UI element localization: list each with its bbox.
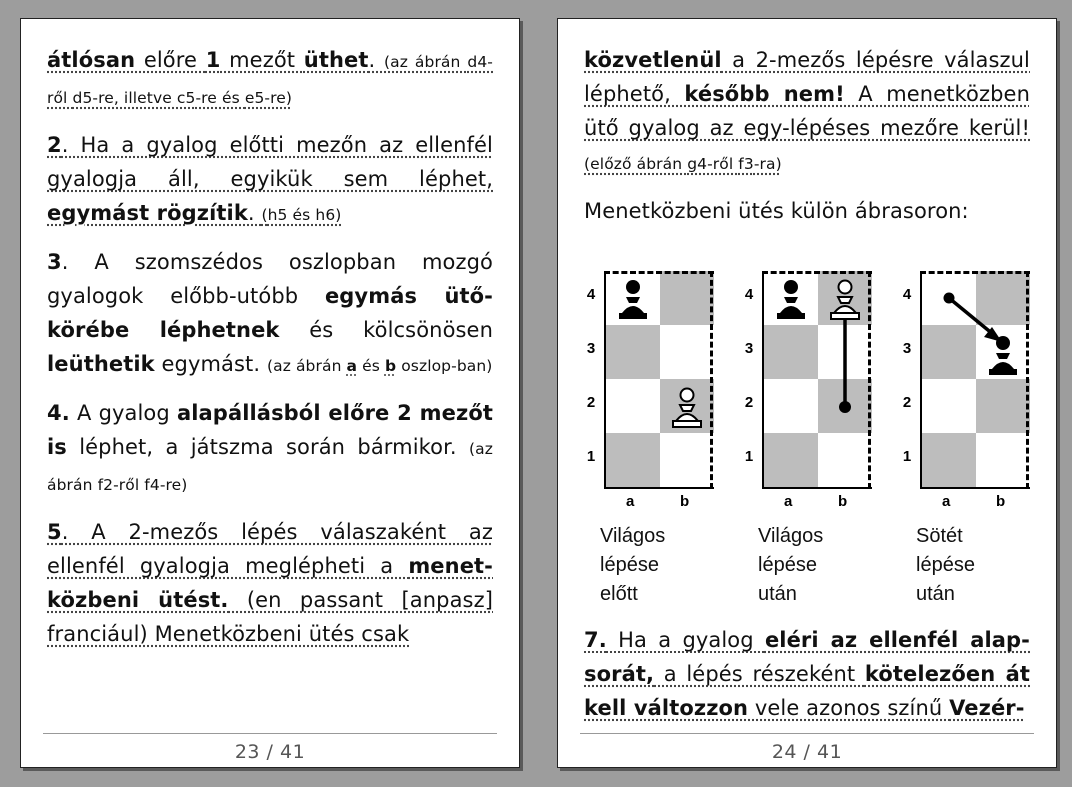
board	[604, 271, 714, 489]
black-pawn-icon	[976, 325, 1030, 379]
paragraph-6-cont: közvetlenül a 2-mezős lépésre válaszul léphető, később nem! A menetközben ütő gyalog az egy-lépéses mezőre kerül! (előző ábrán g4-ről f3-ra)	[584, 48, 1030, 173]
diagram-after-black: 4 3 2 1 a b Sötét lépése után	[898, 267, 1048, 607]
footer-divider	[580, 733, 1034, 734]
white-pawn-icon	[818, 271, 872, 325]
page-right	[557, 18, 1057, 768]
board	[762, 271, 872, 489]
page-right-content-bottom	[584, 623, 1030, 738]
paragraph-3: 3. A szomszédos oszlopban mozgó gyalogok előbb-utóbb egymás ütő-körébe léphetnek és kölcsönösen leüthetik egymást. (az ábrán a és b oszlop-ban)	[47, 250, 493, 376]
paragraph-4: 4. A gyalog alapállásból előre 2 mezőt is léphet, a játszma során bármikor. (az ábrán f2-ről f4-re)	[47, 401, 493, 494]
page-left-content	[47, 43, 493, 664]
paragraph-1: átlósan előre 1 mezőt üthet. (az ábrán d4-ről d5-re, illetve c5-re és e5-re)	[47, 48, 493, 107]
diagram-intro: Menetközbeni ütés külön ábrasoron:	[584, 199, 969, 223]
diagram-caption: Sötét lépése után	[916, 525, 975, 605]
diagram-before-white: 4 3 2 1 a b Világos lépése előtt	[582, 267, 732, 607]
en-passant-diagrams	[582, 267, 1042, 607]
page-left	[20, 18, 520, 768]
paragraph-7: 7. Ha a gyalog eléri az ellenfél alap-sorát, a lépés részeként kötelezően át kell változzon vele azonos színű Vezér-	[584, 628, 1031, 720]
diagram-caption: Világos lépése után	[758, 525, 824, 605]
white-pawn-icon	[660, 379, 714, 433]
page-right-content	[584, 43, 1030, 241]
page-number: 23 / 41	[234, 741, 306, 763]
paragraph-2: 2. Ha a gyalog előtti mezőn az ellenfél gyalogja áll, egyikük sem léphet, egymást rögzítik. (h5 és h6)	[47, 133, 493, 225]
footer-divider	[43, 733, 497, 734]
page-number: 24 / 41	[771, 741, 843, 763]
paragraph-5: 5. A 2-mezős lépés válaszaként az ellenfél gyalogja meglépheti a menet-közbeni ütést. (en passant [anpasz] franciául) Menetközbeni ütés csak	[47, 520, 493, 646]
board	[920, 271, 1030, 489]
black-pawn-icon	[764, 271, 818, 325]
diagram-caption: Világos lépése előtt	[600, 525, 666, 605]
black-pawn-icon	[606, 271, 660, 325]
diagram-after-white: 4 3 2 1 a b Világos lépése után	[740, 267, 890, 607]
